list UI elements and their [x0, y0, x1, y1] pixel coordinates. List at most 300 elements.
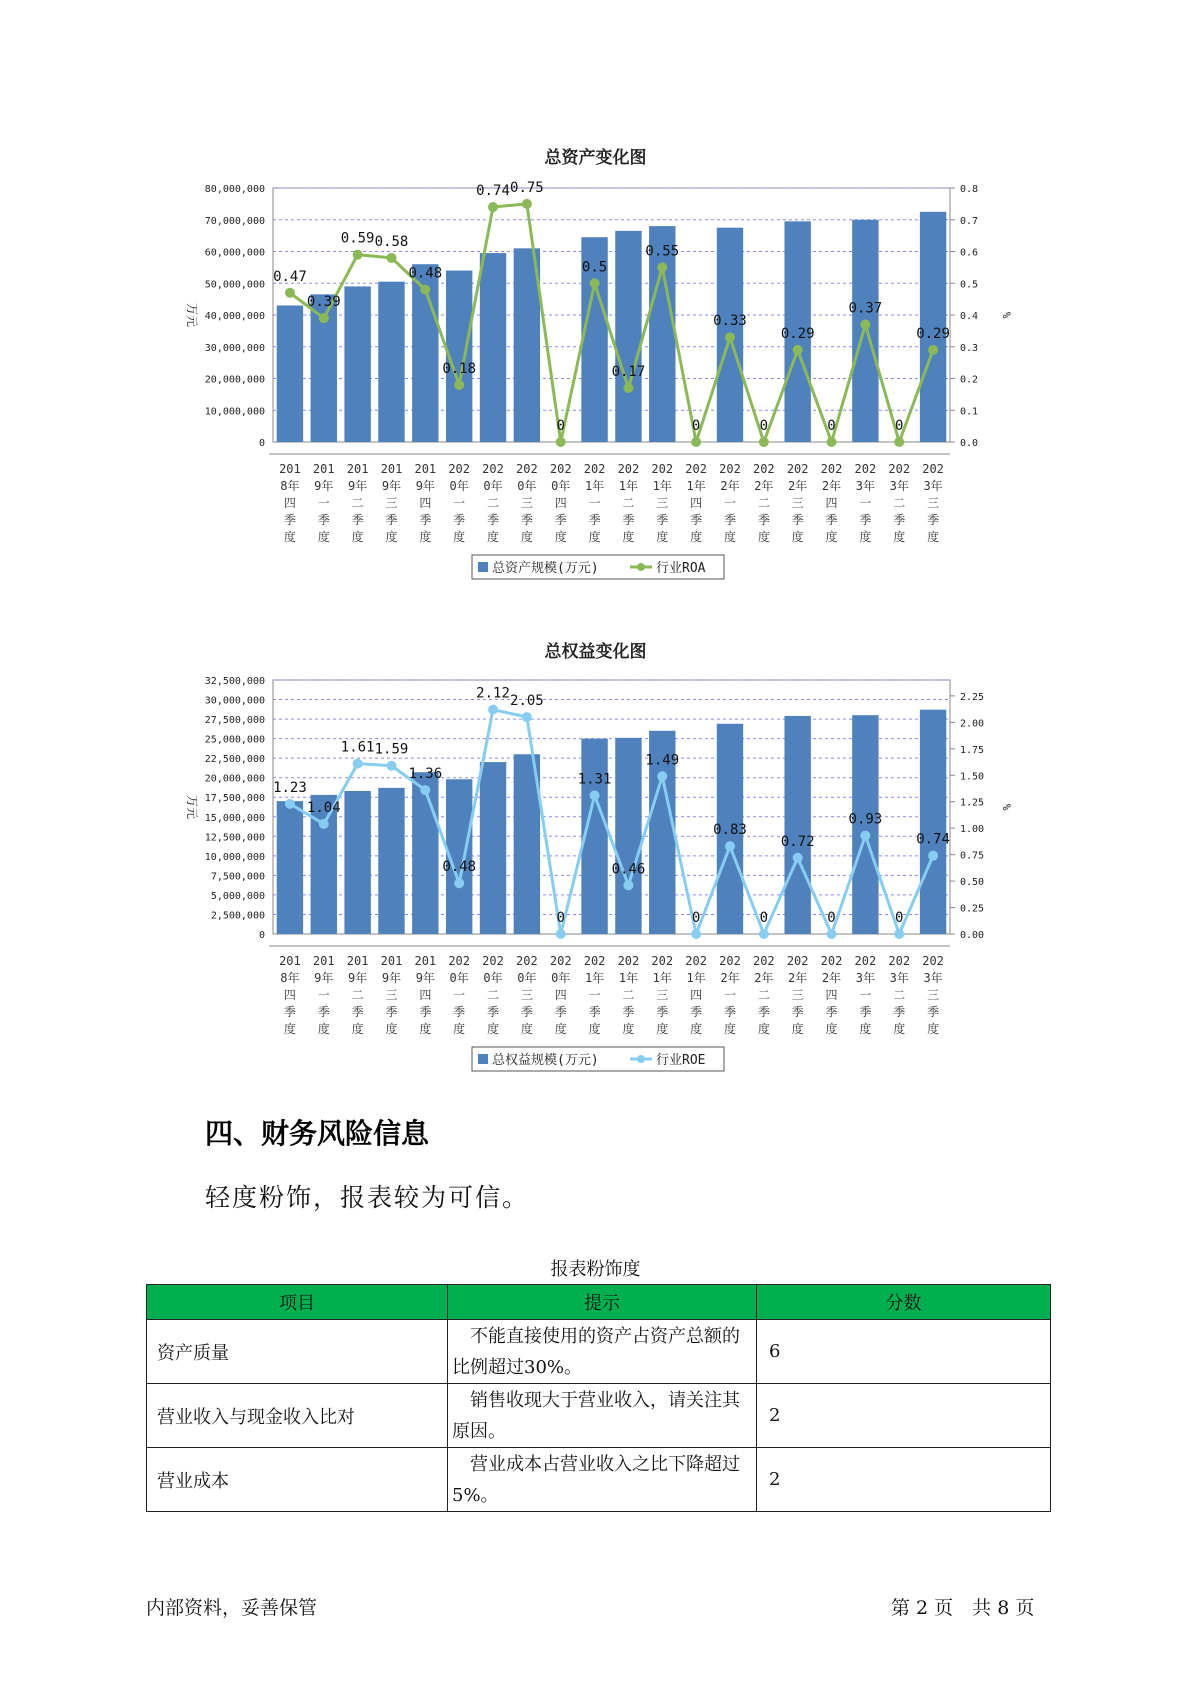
x-tick-label: 度	[283, 1022, 296, 1036]
x-tick-label: 1年	[686, 971, 706, 985]
y-left-axis-title: 万元	[185, 794, 199, 820]
x-tick-label: 202	[854, 954, 877, 968]
x-tick-label: 202	[516, 462, 538, 476]
x-tick-label: 二	[487, 988, 500, 1002]
x-tick-label: 202	[922, 954, 944, 968]
y-right-tick-label: 2.25	[960, 691, 985, 703]
x-tick-label: 202	[482, 462, 504, 476]
x-tick-label: 1年	[652, 971, 672, 985]
bar	[615, 738, 641, 934]
line-point	[556, 437, 566, 447]
data-label: 0	[691, 910, 701, 926]
line-point	[353, 759, 363, 769]
x-tick-label: 季	[554, 1005, 567, 1019]
x-tick-label: 度	[588, 1022, 601, 1036]
x-tick-label: 度	[283, 530, 296, 544]
bar	[378, 788, 404, 934]
x-tick-label: 季	[723, 1005, 736, 1019]
data-label: 0.39	[306, 294, 341, 311]
data-label: 1.61	[340, 739, 375, 756]
bar	[277, 305, 303, 442]
x-tick-label: 3年	[889, 479, 909, 493]
row-item: 营业成本	[147, 1448, 448, 1512]
y-left-axis-title: 万元	[185, 302, 199, 328]
x-tick-label: 四	[283, 496, 296, 510]
data-label: 0.29	[780, 325, 815, 342]
x-tick-label: 202	[651, 462, 674, 476]
data-label: 0	[759, 910, 769, 926]
x-tick-label: 三	[656, 496, 669, 510]
x-tick-label: 1年	[652, 479, 672, 493]
data-label: 0.48	[408, 265, 443, 282]
x-tick-label: 季	[859, 1005, 872, 1019]
data-label: 0	[895, 418, 904, 434]
x-tick-label: 四	[419, 988, 432, 1002]
x-tick-label: 202	[786, 462, 809, 476]
line-point	[894, 929, 904, 939]
footer-page-number: 第 2 页 共 8 页	[891, 1597, 1035, 1619]
x-tick-label: 季	[825, 513, 838, 527]
x-tick-label: 季	[927, 1005, 940, 1019]
x-tick-label: 202	[448, 954, 471, 968]
total-equity-chart	[0, 672, 1191, 1092]
data-label: 0	[759, 418, 769, 434]
line-point	[827, 437, 837, 447]
risk-table	[146, 1284, 1051, 1512]
x-tick-label: 1年	[686, 479, 706, 493]
x-tick-label: 202	[888, 462, 911, 476]
y-right-tick-label: 0.2	[960, 374, 979, 386]
y-right-tick-label: 0.8	[960, 184, 979, 195]
y-right-tick-label: 0.5	[960, 279, 979, 291]
x-tick-label: 度	[419, 1022, 432, 1036]
x-tick-label: 8年	[280, 479, 300, 493]
x-tick-label: 度	[622, 530, 635, 544]
x-tick-label: 202	[685, 462, 707, 476]
section-body: 轻度粉饰，报表较为可信。	[205, 1183, 530, 1212]
x-tick-label: 202	[719, 462, 741, 476]
x-tick-label: 度	[317, 530, 330, 544]
table-row	[147, 1320, 1051, 1384]
x-tick-label: 度	[859, 530, 872, 544]
x-tick-label: 季	[825, 1005, 838, 1019]
x-tick-label: 二	[622, 988, 635, 1002]
data-label: 1.59	[374, 741, 409, 758]
x-tick-label: 季	[893, 513, 906, 527]
data-label: 1.23	[273, 779, 307, 796]
x-tick-label: 度	[520, 530, 533, 544]
x-tick-label: 度	[554, 1022, 567, 1036]
x-tick-label: 季	[283, 513, 296, 527]
y-right-tick-label: 0.7	[960, 215, 979, 227]
y-left-tick-label: 15,000,000	[204, 812, 265, 824]
x-tick-label: 一	[588, 988, 601, 1002]
data-label: 0.58	[374, 233, 409, 250]
legend-line-label: 行业ROE	[656, 1053, 706, 1068]
x-tick-label: 度	[554, 530, 567, 544]
x-tick-label: 一	[317, 496, 330, 510]
y-left-tick-label: 25,000,000	[204, 734, 265, 746]
x-tick-label: 三	[791, 496, 804, 510]
y-left-tick-label: 5,000,000	[210, 890, 265, 902]
header-hint: 提示	[448, 1285, 757, 1320]
x-tick-label: 3年	[923, 479, 943, 493]
x-tick-label: 季	[927, 513, 940, 527]
line-point	[420, 285, 430, 295]
data-label: 0.55	[645, 243, 680, 260]
x-tick-label: 9年	[348, 479, 368, 493]
y-right-tick-label: 0.4	[960, 311, 979, 322]
x-tick-label: 202	[583, 462, 606, 476]
y-right-tick-label: 0.50	[960, 877, 985, 889]
line-point	[285, 288, 295, 298]
x-tick-label: 四	[419, 496, 432, 510]
x-tick-label: 二	[893, 988, 906, 1002]
x-tick-label: 一	[723, 988, 736, 1002]
y-left-tick-label: 20,000,000	[204, 374, 265, 386]
line-point	[860, 831, 870, 841]
x-tick-label: 季	[757, 1005, 770, 1019]
x-tick-label: 度	[520, 1022, 533, 1036]
x-tick-label: 一	[317, 988, 330, 1002]
y-left-tick-label: 30,000,000	[204, 695, 265, 707]
x-tick-label: 202	[888, 954, 911, 968]
x-tick-label: 202	[482, 954, 504, 968]
line-point	[285, 799, 295, 809]
x-tick-label: 季	[351, 513, 364, 527]
line-point	[793, 345, 803, 355]
x-tick-label: 度	[656, 1022, 669, 1036]
x-tick-label: 度	[825, 1022, 838, 1036]
x-tick-label: 9年	[415, 479, 435, 493]
footer-confidential: 内部资料，妥善保管	[146, 1597, 318, 1619]
line-point	[454, 380, 464, 390]
data-label: 0.83	[713, 822, 747, 839]
x-tick-label: 二	[757, 988, 770, 1002]
line-point	[319, 819, 329, 829]
legend-line-marker	[637, 1055, 645, 1063]
x-tick-label: 2年	[788, 479, 808, 493]
data-label: 2.12	[476, 685, 510, 702]
data-label: 0	[556, 910, 565, 926]
x-tick-label: 202	[786, 954, 809, 968]
x-tick-label: 度	[622, 1022, 635, 1036]
data-label: 0.75	[510, 180, 544, 196]
x-tick-label: 度	[927, 1022, 940, 1036]
data-label: 1.49	[645, 752, 680, 769]
y-left-tick-label: 12,500,000	[204, 832, 265, 844]
bar	[412, 772, 438, 934]
x-tick-label: 9年	[348, 971, 368, 985]
x-tick-label: 季	[588, 513, 601, 527]
x-tick-label: 2年	[720, 971, 740, 985]
x-tick-label: 201	[380, 462, 403, 476]
y-left-tick-label: 10,000,000	[204, 406, 265, 418]
data-label: 1.36	[408, 766, 443, 783]
y-right-axis-title: %	[1000, 311, 1013, 319]
row-hint: 不能直接使用的资产占资产总额的比例超过30%。	[448, 1320, 757, 1384]
x-tick-label: 3年	[889, 971, 909, 985]
x-tick-label: 季	[791, 1005, 804, 1019]
x-tick-label: 201	[346, 462, 369, 476]
x-tick-label: 202	[922, 462, 944, 476]
data-label: 0	[827, 910, 836, 926]
y-left-tick-label: 2,500,000	[210, 910, 265, 922]
row-hint: 营业成本占营业收入之比下降超过5%。	[448, 1448, 757, 1512]
x-tick-label: 度	[487, 1022, 500, 1036]
x-tick-label: 0年	[449, 971, 469, 985]
x-tick-label: 一	[453, 988, 466, 1002]
bar	[480, 762, 506, 934]
bar	[378, 282, 404, 442]
y-left-tick-label: 60,000,000	[204, 247, 265, 259]
data-label: 0.59	[340, 230, 375, 247]
header-score: 分数	[757, 1285, 1051, 1320]
data-label: 0.93	[848, 811, 883, 828]
x-tick-label: 二	[487, 496, 500, 510]
x-tick-label: 度	[791, 530, 804, 544]
x-tick-label: 度	[351, 1022, 364, 1036]
x-tick-label: 度	[453, 530, 466, 544]
x-tick-label: 三	[520, 988, 533, 1002]
x-tick-label: 季	[622, 1005, 635, 1019]
x-tick-label: 201	[312, 954, 335, 968]
line-point	[793, 853, 803, 863]
x-tick-label: 度	[419, 530, 432, 544]
bar	[480, 253, 506, 442]
x-tick-label: 二	[893, 496, 906, 510]
y-left-tick-label: 22,500,000	[204, 754, 265, 766]
x-tick-label: 一	[453, 496, 466, 510]
x-tick-label: 1年	[584, 971, 605, 985]
x-tick-label: 202	[549, 462, 572, 476]
line-point	[759, 437, 769, 447]
x-tick-label: 2年	[821, 479, 842, 493]
x-tick-label: 一	[588, 496, 601, 510]
line-point	[488, 705, 498, 715]
data-label: 0.72	[780, 833, 815, 850]
y-left-tick-label: 0	[258, 930, 265, 941]
x-tick-label: 0年	[483, 971, 503, 985]
data-label: 0.74	[476, 183, 510, 200]
y-right-tick-label: 0.00	[960, 930, 985, 941]
line-point	[894, 437, 904, 447]
y-right-tick-label: 1.75	[960, 744, 985, 756]
y-left-tick-label: 30,000,000	[204, 342, 265, 354]
x-tick-label: 202	[583, 954, 606, 968]
chart-title-assets: 总资产变化图	[544, 148, 647, 168]
x-tick-label: 2年	[821, 971, 842, 985]
x-tick-label: 季	[520, 513, 533, 527]
x-tick-label: 季	[385, 513, 398, 527]
y-left-tick-label: 70,000,000	[204, 215, 265, 227]
x-tick-label: 度	[385, 530, 398, 544]
y-left-tick-label: 0	[258, 438, 265, 449]
x-tick-label: 9年	[415, 971, 435, 985]
y-right-tick-label: 0.75	[960, 850, 985, 862]
x-tick-label: 202	[651, 954, 674, 968]
y-left-tick-label: 50,000,000	[204, 279, 265, 291]
y-right-tick-label: 1.00	[960, 824, 985, 836]
x-tick-label: 四	[690, 496, 703, 510]
y-left-tick-label: 40,000,000	[204, 311, 265, 322]
x-tick-label: 季	[487, 1005, 500, 1019]
x-tick-label: 2年	[788, 971, 808, 985]
x-tick-label: 201	[279, 462, 301, 476]
x-tick-label: 202	[617, 954, 640, 968]
x-tick-label: 202	[549, 954, 572, 968]
x-tick-label: 一	[859, 496, 872, 510]
bar	[615, 231, 641, 442]
data-label: 0.48	[442, 859, 477, 876]
line-point	[488, 202, 498, 212]
x-tick-label: 一	[723, 496, 736, 510]
x-tick-label: 0年	[517, 971, 537, 985]
x-tick-label: 度	[893, 530, 906, 544]
x-tick-label: 202	[752, 462, 775, 476]
legend-bar-label: 总资产规模(万元)	[492, 561, 599, 576]
x-tick-label: 季	[385, 1005, 398, 1019]
data-label: 0.5	[581, 259, 608, 276]
x-tick-label: 季	[520, 1005, 533, 1019]
x-tick-label: 三	[927, 496, 940, 510]
table-row	[147, 1384, 1051, 1448]
data-label: 0.29	[916, 325, 950, 342]
x-tick-label: 9年	[381, 479, 402, 493]
data-label: 0	[895, 910, 904, 926]
y-right-tick-label: 1.50	[960, 771, 985, 783]
x-tick-label: 9年	[314, 479, 334, 493]
x-tick-label: 季	[690, 513, 703, 527]
x-tick-label: 二	[622, 496, 635, 510]
x-tick-label: 季	[419, 513, 432, 527]
legend-bar-swatch	[478, 1054, 488, 1064]
line-point	[420, 785, 430, 795]
x-tick-label: 201	[346, 954, 369, 968]
table-caption: 报表粉饰度	[550, 1259, 641, 1280]
x-tick-label: 202	[685, 954, 707, 968]
x-tick-label: 1年	[584, 479, 605, 493]
legend-line-marker	[637, 563, 645, 571]
y-right-tick-label: 0.25	[960, 903, 985, 915]
x-tick-label: 三	[656, 988, 669, 1002]
data-label: 1.04	[306, 799, 341, 816]
x-tick-label: 度	[859, 1022, 872, 1036]
x-tick-label: 度	[723, 530, 736, 544]
data-label: 0.33	[713, 313, 747, 330]
line-point	[827, 929, 837, 939]
y-right-tick-label: 2.00	[960, 718, 985, 730]
row-item: 营业收入与现金收入比对	[147, 1384, 448, 1448]
x-tick-label: 度	[690, 530, 703, 544]
line-point	[590, 790, 600, 800]
data-label: 0.37	[848, 300, 883, 317]
x-tick-label: 季	[453, 1005, 466, 1019]
line-point	[691, 437, 701, 447]
y-right-tick-label: 0.6	[960, 247, 979, 259]
x-tick-label: 三	[385, 496, 398, 510]
section-heading: 四、财务风险信息	[205, 1117, 430, 1150]
line-point	[319, 313, 329, 323]
x-tick-label: 9年	[314, 971, 334, 985]
x-tick-label: 2年	[754, 479, 774, 493]
y-right-tick-label: 0.3	[960, 342, 979, 354]
x-tick-label: 度	[757, 1022, 770, 1036]
x-tick-label: 季	[791, 513, 804, 527]
x-tick-label: 2年	[720, 479, 740, 493]
x-tick-label: 季	[622, 513, 635, 527]
x-tick-label: 202	[719, 954, 741, 968]
legend-bar-swatch	[478, 562, 488, 572]
x-tick-label: 度	[588, 530, 601, 544]
line-point	[454, 878, 464, 888]
y-right-tick-label: 1.25	[960, 797, 985, 809]
x-tick-label: 度	[487, 530, 500, 544]
x-tick-label: 季	[283, 1005, 296, 1019]
y-left-tick-label: 32,500,000	[204, 676, 265, 687]
x-tick-label: 1年	[618, 971, 639, 985]
x-tick-label: 9年	[381, 971, 402, 985]
x-tick-label: 201	[279, 954, 301, 968]
x-tick-label: 2年	[754, 971, 774, 985]
x-tick-label: 二	[757, 496, 770, 510]
x-tick-label: 8年	[280, 971, 300, 985]
y-left-tick-label: 27,500,000	[204, 715, 265, 727]
line-point	[522, 712, 532, 722]
x-tick-label: 三	[385, 988, 398, 1002]
x-tick-label: 0年	[551, 479, 571, 493]
data-label: 0.74	[916, 831, 950, 848]
x-tick-label: 度	[656, 530, 669, 544]
line-point	[928, 851, 938, 861]
x-tick-label: 度	[453, 1022, 466, 1036]
data-label: 0	[827, 418, 836, 434]
line-point	[928, 345, 938, 355]
header-item: 项目	[147, 1285, 448, 1320]
x-tick-label: 季	[317, 513, 330, 527]
legend-line-label: 行业ROA	[656, 561, 706, 576]
x-tick-label: 3年	[923, 971, 943, 985]
x-tick-label: 度	[385, 1022, 398, 1036]
x-tick-label: 度	[825, 530, 838, 544]
row-item: 资产质量	[147, 1320, 448, 1384]
x-tick-label: 3年	[855, 479, 875, 493]
x-tick-label: 202	[617, 462, 640, 476]
data-label: 0.46	[611, 861, 646, 878]
y-right-tick-label: 0.1	[960, 406, 979, 418]
row-score: 6	[757, 1320, 1051, 1384]
data-label: 2.05	[510, 693, 544, 710]
line-point	[353, 250, 363, 260]
x-tick-label: 0年	[517, 479, 537, 493]
x-tick-label: 季	[588, 1005, 601, 1019]
x-tick-label: 202	[516, 954, 538, 968]
x-tick-label: 三	[791, 988, 804, 1002]
x-tick-label: 201	[312, 462, 335, 476]
x-tick-label: 度	[791, 1022, 804, 1036]
row-score: 2	[757, 1384, 1051, 1448]
x-tick-label: 季	[351, 1005, 364, 1019]
data-label: 1.31	[577, 771, 612, 788]
line-point	[860, 320, 870, 330]
line-point	[386, 761, 396, 771]
x-tick-label: 202	[820, 954, 843, 968]
bar	[920, 710, 946, 934]
line-point	[623, 880, 633, 890]
x-tick-label: 201	[414, 954, 437, 968]
line-point	[623, 383, 633, 393]
x-tick-label: 四	[283, 988, 296, 1002]
